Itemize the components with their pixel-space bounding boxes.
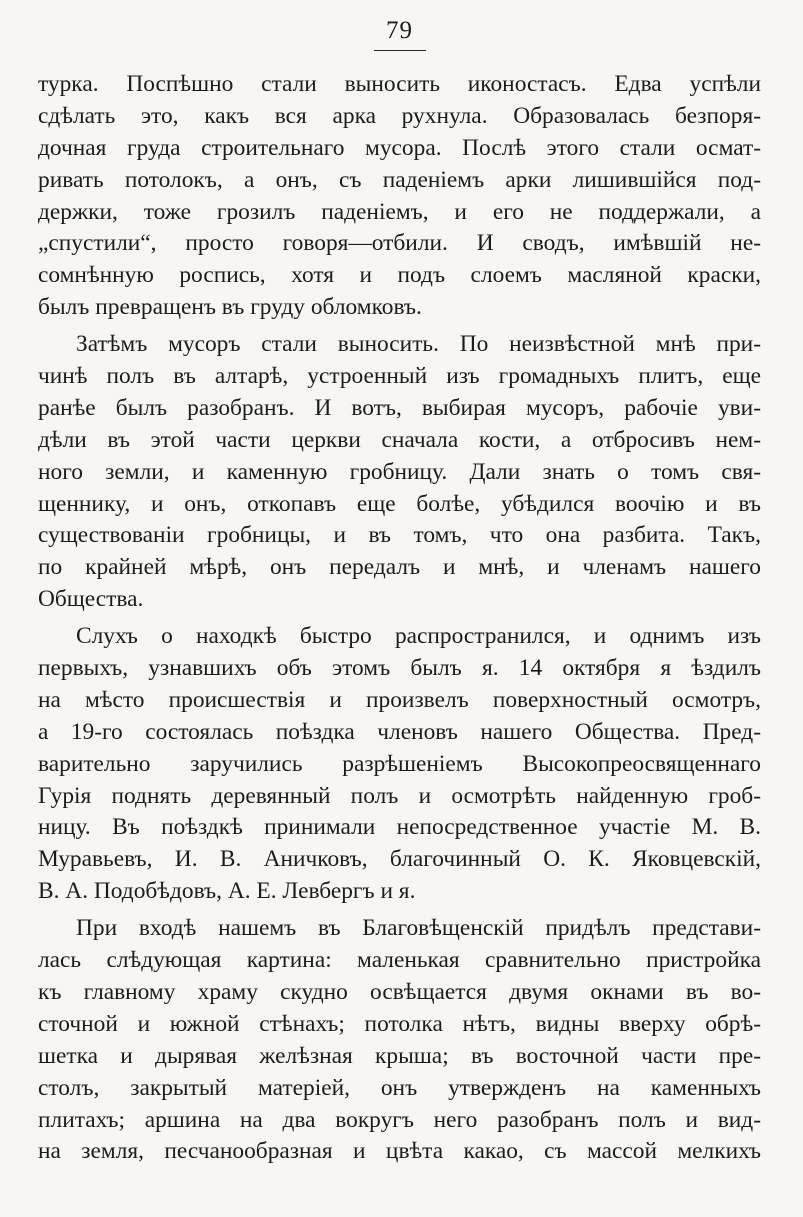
text-line: ного земли, и каменную гробницу. Дали знать о томъ свя-: [38, 458, 761, 485]
text-line: чинѣ полъ въ алтарѣ, устроенный изъ громадныхъ плитъ, еще: [38, 363, 761, 390]
paragraph: [38, 329, 761, 616]
text-line: Слухъ о находкѣ быстро распространился, и однимъ изъ: [76, 623, 761, 650]
text-line: В. А. Подобѣдовъ, А. Е. Левбергъ и я.: [38, 878, 416, 905]
text-line: ницу. Въ поѣздкѣ принимали непосредственное участіе М. В.: [38, 814, 761, 841]
text-line: къ главному храму скудно освѣщается двумя окнами въ во-: [38, 978, 761, 1005]
text-line: существованіи гробницы, и въ томъ, что она разбита. Такъ,: [38, 522, 761, 549]
text-line: былъ превращенъ въ груду обломковъ.: [38, 294, 422, 321]
text-line: шетка и дырявая желѣзная крыша; въ восточной части пре-: [38, 1042, 761, 1069]
text-line: на мѣсто происшествія и произвелъ поверхностный осмотръ,: [38, 686, 761, 713]
body-text: [38, 69, 761, 1168]
text-line: дѣли въ этой части церкви сначала кости, а отбросивъ нем-: [38, 426, 761, 453]
text-line: по крайней мѣрѣ, онъ передалъ и мнѣ, и членамъ нашего: [38, 554, 761, 581]
text-line: варительно заручились разрѣшеніемъ Высокопреосвященнаго: [38, 750, 761, 777]
text-line: турка. Поспѣшно стали выносить иконостасъ. Едва успѣли: [38, 71, 761, 97]
text-line: столъ, закрытый матеріей, онъ утвержденъ на каменныхъ: [38, 1074, 761, 1101]
text-line: Общества.: [38, 586, 144, 613]
text-line: а 19-го состоялась поѣздка членовъ нашего Общества. Пред-: [38, 718, 761, 745]
text-line: первыхъ, узнавшихъ объ этомъ былъ я. 14 октября я ѣздилъ: [38, 655, 761, 682]
text-line: ривать потолокъ, а онъ, съ паденіемъ арки лишившійся под-: [38, 166, 761, 193]
text-line: Муравьевъ, И. В. Аничковъ, благочинный О. К. Яковцевскій,: [38, 846, 761, 873]
text-line: сточной и южной стѣнахъ; потолка нѣтъ, видны вверху обрѣ-: [38, 1010, 761, 1037]
paragraph: [38, 621, 761, 908]
text-line: сдѣлать это, какъ вся арка рухнула. Образовалась безпоря-: [38, 102, 761, 129]
text-line: дочная груда строительнаго мусора. Послѣ этого стали осмат-: [38, 134, 761, 161]
text-line: Гурія поднять деревянный полъ и осмотрѣть найденную гроб-: [38, 782, 761, 809]
page-number-rule: [374, 50, 426, 51]
paragraph: [38, 913, 761, 1168]
text-line: сомнѣнную роспись, хотя и подъ слоемъ масляной краски,: [38, 262, 761, 289]
text-line: ранѣе былъ разобранъ. И вотъ, выбирая мусоръ, рабочіе уви-: [38, 394, 761, 421]
text-line: плитахъ; аршина на два вокругъ него разобранъ полъ и вид-: [38, 1106, 761, 1133]
text-line: „спустили“, просто говоря—отбили. И сводъ, имѣвшій не-: [38, 230, 761, 257]
text-line: Затѣмъ мусоръ стали выносить. По неизвѣстной мнѣ при-: [76, 331, 761, 358]
text-line: на земля, песчанообразная и цвѣта какао, съ массой мелкихъ: [38, 1138, 761, 1165]
text-line: щеннику, и онъ, откопавъ еще болѣе, убѣдился воочію и въ: [38, 490, 761, 517]
text-line: лась слѣдующая картина: маленькая сравнительно пристройка: [38, 947, 761, 974]
page-number: 79: [386, 17, 413, 44]
text-line: При входѣ нашемъ въ Благовѣщенскій придѣлъ представи-: [76, 915, 761, 942]
paragraph: [38, 69, 761, 324]
text-line: держки, тоже грозилъ паденіемъ, и его не поддержали, а: [38, 198, 761, 225]
